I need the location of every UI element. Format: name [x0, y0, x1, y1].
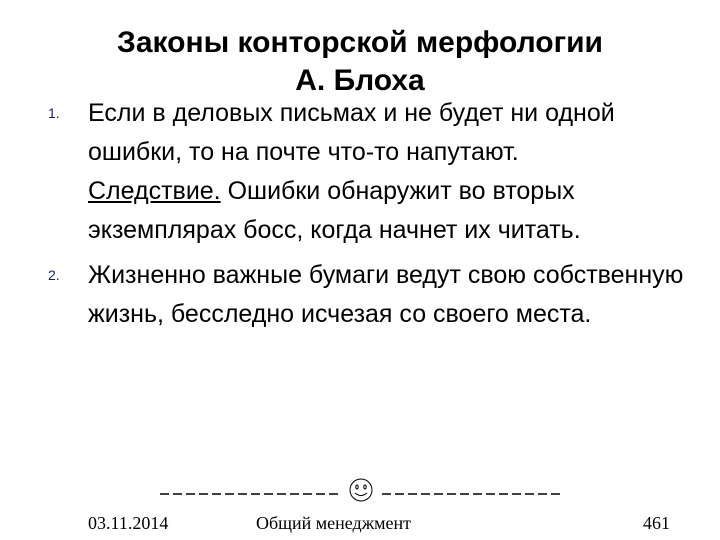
corollary-text: Ошибки обнаружит во вторых экземплярах босс, когда начнет их читать.	[88, 177, 581, 244]
list-item	[48, 256, 688, 334]
title-line-1: Законы конторской мерфологии	[117, 26, 603, 59]
corollary-label: Следствие.	[88, 177, 221, 205]
item-number: 1.	[48, 105, 60, 121]
slide-title	[40, 24, 680, 100]
footer-date: 03.11.2014	[88, 513, 169, 533]
list-item	[48, 94, 688, 250]
item-text: Если в деловых письмах и не будет ни одной ошибки, то на почте что-то напутают.	[88, 99, 615, 166]
page-number: 461	[643, 513, 670, 533]
corollary	[88, 172, 688, 250]
item-number: 2.	[48, 267, 60, 283]
item-text: Жизненно важные бумаги ведут свою собственную жизнь, бесследно исчезая со своего места.	[88, 261, 684, 328]
law-list	[48, 94, 688, 334]
footer-title: Общий менеджмент	[256, 513, 412, 533]
smiley-divider	[160, 478, 560, 502]
title-line-2: А. Блоха	[295, 64, 425, 97]
smiley-icon	[350, 479, 372, 501]
